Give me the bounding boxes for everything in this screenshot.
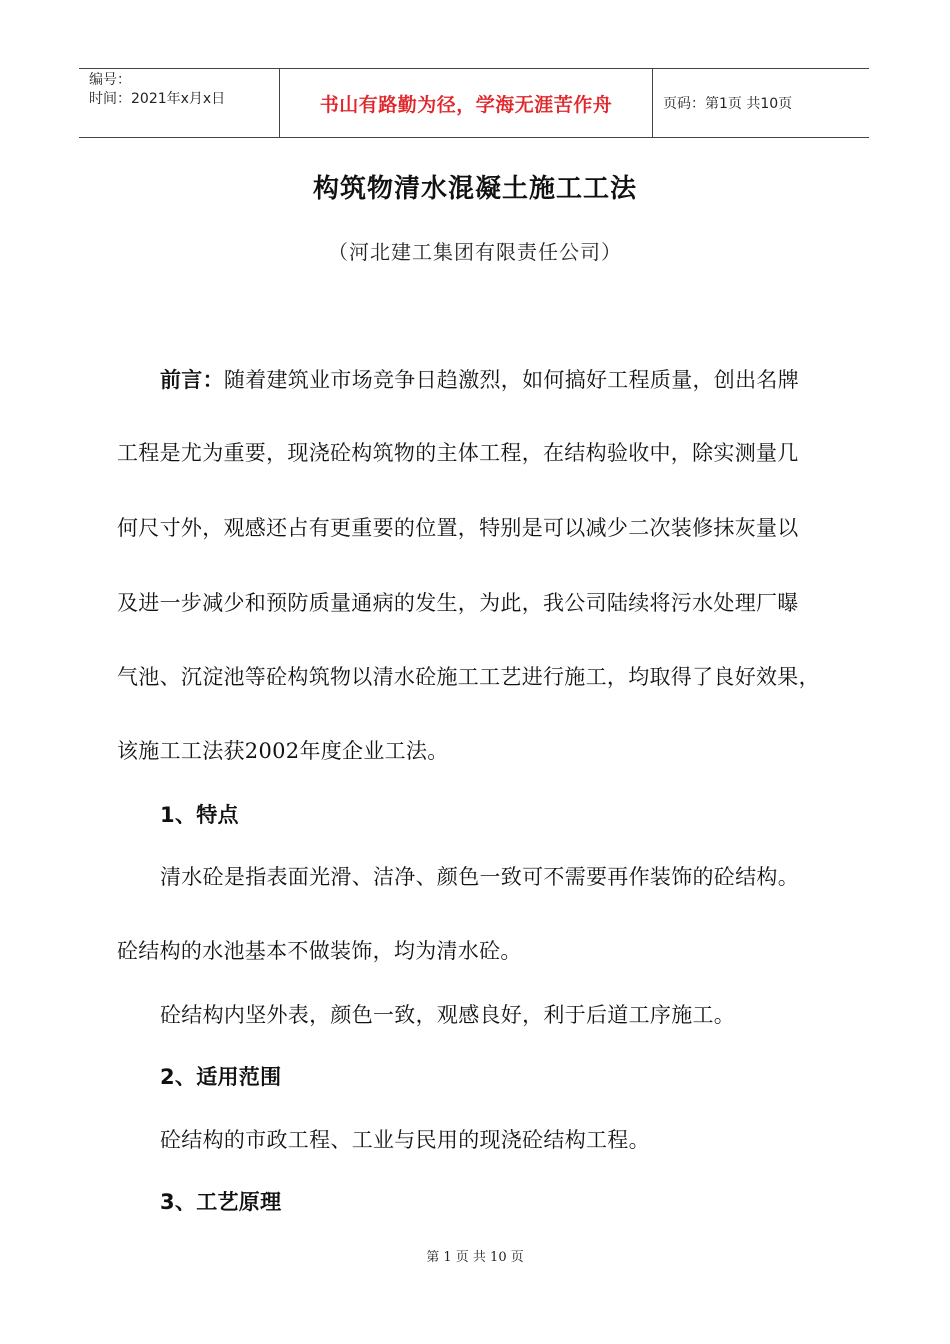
page-footer: 第 1 页 共 10 页 xyxy=(426,1250,524,1265)
intro-line-6: 该施工工法获2002年度企业工法。 xyxy=(117,739,449,763)
header-motto: 书山有路勤为径，学海无涯苦作舟 xyxy=(280,69,653,137)
section-1-paragraph-2: 砼结构内坚外表，颜色一致，观感良好，利于后道工序施工。 xyxy=(160,1003,736,1027)
intro-line-2: 工程是尤为重要，现浇砼构筑物的主体工程，在结构验收中，除实测量几 xyxy=(117,441,799,465)
section-1-paragraph-1-line-1: 清水砼是指表面光滑、洁净、颜色一致可不需要再作装饰的砼结构。 xyxy=(160,865,799,889)
intro-lead: 前言： xyxy=(160,368,224,392)
section-1-paragraph-1-line-2: 砼结构的水池基本不做装饰，均为清水砼。 xyxy=(117,939,522,963)
header-meta xyxy=(79,69,280,137)
intro-line-5: 气池、沉淀池等砼构筑物以清水砼施工工艺进行施工，均取得了良好效果， xyxy=(117,665,820,689)
document-subtitle: （河北建工集团有限责任公司） xyxy=(328,240,622,264)
header-page-number: 页码：第1页 共10页 xyxy=(663,96,793,112)
section-3-heading: 3、工艺原理 xyxy=(160,1190,282,1214)
header-time: 时间：2021年x月x日 xyxy=(89,91,226,107)
intro-line-1 xyxy=(160,364,799,394)
section-2-heading: 2、适用范围 xyxy=(160,1065,282,1089)
header-number: 编号： xyxy=(89,72,131,88)
section-1-heading: 1、特点 xyxy=(160,803,239,827)
intro-line-4: 及进一步减少和预防质量通病的发生，为此，我公司陆续将污水处理厂曝 xyxy=(117,591,799,615)
page-header xyxy=(79,68,869,138)
intro-line-3: 何尺寸外，观感还占有更重要的位置，特别是可以减少二次装修抹灰量以 xyxy=(117,516,799,540)
document-title: 构筑物清水混凝土施工工法 xyxy=(312,174,637,204)
section-2-paragraph-1: 砼结构的市政工程、工业与民用的现浇砼结构工程。 xyxy=(160,1128,650,1152)
intro-line-1-text: 随着建筑业市场竞争日趋激烈，如何搞好工程质量，创出名牌 xyxy=(223,368,800,392)
